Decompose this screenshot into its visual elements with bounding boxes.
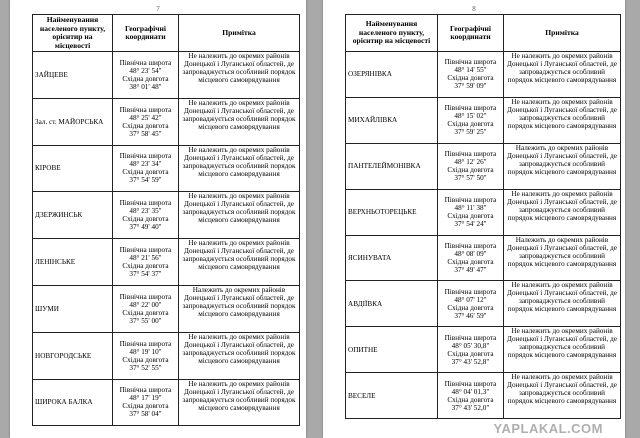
- coordinate-label: Північна широта: [444, 287, 497, 296]
- coordinate-value: 37° 59' 09": [454, 82, 487, 91]
- coordinates-cell: [113, 239, 179, 286]
- note-cell: Не належить до окремих районів Донецької і Луганської областей, де запроваджується особливий порядок місцевого самоврядування: [179, 239, 300, 286]
- table-row: [33, 192, 300, 239]
- coordinates-cell: [113, 332, 179, 379]
- table-row: [346, 189, 621, 235]
- coordinate-label: Північна широта: [444, 104, 497, 113]
- settlement-name: НОВГОРОДСЬКЕ: [33, 332, 113, 379]
- header-note: Примітка: [504, 15, 621, 52]
- coordinate-label: Північна широта: [119, 199, 172, 208]
- coordinates-cell: [113, 379, 179, 426]
- coordinate-label: Східна довгота: [122, 121, 169, 130]
- table-row: [33, 239, 300, 286]
- header-name: Найменування населеного пункту, орієнтир на місцевості: [346, 15, 438, 52]
- note-cell: Не належить до окремих районів Донецької і Луганської областей, де запроваджується особливий порядок місцевого самоврядування: [179, 98, 300, 145]
- note-cell: Не належить до окремих районів Донецької і Луганської областей, де запроваджується особливий порядок місцевого самоврядування: [179, 145, 300, 192]
- coordinates-cell: [438, 235, 504, 281]
- coordinate-value: 37° 58' 04": [129, 410, 162, 419]
- table-row: [346, 281, 621, 327]
- coordinate-label: Східна довгота: [122, 308, 169, 317]
- coordinate-value: 37° 49' 47": [454, 266, 487, 274]
- coordinates-cell: [438, 52, 504, 98]
- coordinate-label: Північна широта: [444, 333, 497, 342]
- coordinate-value: 38° 01' 48": [129, 82, 162, 91]
- coordinate-value: 37° 57' 50": [454, 174, 487, 183]
- settlement-name: Зал. ст. МАЙОРСЬКА: [33, 98, 113, 145]
- coordinate-value: 37° 54' 59": [129, 176, 162, 185]
- coordinates-cell: [438, 373, 504, 419]
- coordinate-label: Північна широта: [119, 246, 172, 255]
- coordinate-value: 37° 54' 24": [454, 220, 487, 229]
- coordinates-cell: [113, 192, 179, 239]
- coordinate-label: Східна довгота: [122, 355, 169, 364]
- settlement-name: ЗАЙЦЕВЕ: [33, 52, 113, 99]
- coordinates-cell: [113, 285, 179, 332]
- coordinates-cell: [113, 98, 179, 145]
- coordinate-value: 37° 49' 40": [129, 223, 162, 232]
- coordinate-value: 37° 54' 37": [129, 270, 162, 279]
- coordinate-label: Східна довгота: [447, 303, 494, 312]
- coordinates-cell: [438, 281, 504, 327]
- coordinate-label: Східна довгота: [122, 262, 169, 271]
- document-page-left: [10, 0, 306, 438]
- coordinate-label: Східна довгота: [447, 166, 494, 175]
- coordinate-value: 48° 19' 10": [129, 347, 162, 356]
- coordinate-label: Східна довгота: [122, 215, 169, 224]
- coordinate-label: Північна широта: [444, 150, 497, 159]
- table-row: [33, 332, 300, 379]
- coordinate-label: Східна довгота: [447, 74, 494, 83]
- note-cell: Не належить до окремих районів Донецької і Луганської областей, де запроваджується особливий порядок місцевого самоврядування: [504, 52, 621, 98]
- coordinate-value: 48° 25' 42": [129, 113, 162, 122]
- coordinate-value: 37° 43' 52,8": [451, 357, 490, 366]
- settlement-name: ШИРОКА БАЛКА: [33, 379, 113, 426]
- table-row: [346, 327, 621, 373]
- settlement-name: ДЗЕРЖИНСЬК: [33, 192, 113, 239]
- note-cell: Не належить до окремих районів Донецької і Луганської областей, де запроваджується особливий порядок місцевого самоврядування: [504, 327, 621, 373]
- note-cell: Не належить до окремих районів Донецької і Луганської областей, де запроваджується особливий порядок місцевого самоврядування: [179, 332, 300, 379]
- coordinate-label: Північна широта: [119, 386, 172, 395]
- coordinate-value: 48° 05' 30,8": [451, 341, 490, 350]
- note-cell: Не належить до окремих районів Донецької і Луганської областей, де запроваджується особливий порядок місцевого самоврядування: [179, 52, 300, 99]
- note-cell: Не належить до окремих районів Донецької і Луганської областей, де запроваджується особливий порядок місцевого самоврядування: [179, 192, 300, 239]
- coordinate-label: Східна довгота: [122, 402, 169, 411]
- coordinate-value: 48° 22' 00": [129, 300, 162, 309]
- table-row: [33, 52, 300, 99]
- page-number: 8: [472, 5, 476, 13]
- note-cell: Належить до окремих районів Донецької і Луганської областей, де запроваджується особливий порядок місцевого самоврядування: [504, 143, 621, 189]
- settlement-name: ЯСИНУВАТА: [346, 235, 438, 281]
- coordinate-label: Північна широта: [119, 105, 172, 114]
- coordinates-cell: [113, 145, 179, 192]
- table-row: [33, 285, 300, 332]
- table-row: [33, 98, 300, 145]
- coordinate-label: Північна широта: [444, 58, 497, 67]
- settlement-name: ВЕСЕЛЕ: [346, 373, 438, 419]
- coordinate-value: 48° 21' 56": [129, 254, 162, 263]
- watermark: YAPLAKAL.COM: [493, 421, 603, 436]
- table-row: [346, 97, 621, 143]
- coordinates-cell: [438, 327, 504, 373]
- coordinates-cell: [113, 52, 179, 99]
- settlement-name: ВЕРХНЬОТОРЕЦЬКЕ: [346, 189, 438, 235]
- note-cell: Належить до окремих районів Донецької і Луганської областей, де запроваджується особливий порядок місцевого самоврядування: [504, 235, 621, 281]
- coordinate-label: Північна широта: [444, 196, 497, 205]
- coordinate-label: Східна довгота: [447, 349, 494, 358]
- coordinate-value: 37° 58' 45": [129, 129, 162, 138]
- coordinate-label: Північна широта: [444, 242, 497, 250]
- coordinate-label: Північна широта: [119, 58, 172, 67]
- coordinate-value: 48° 15' 02": [454, 112, 487, 121]
- coordinate-value: 37° 46' 59": [454, 311, 487, 320]
- table-row: [346, 373, 621, 419]
- coordinate-value: 48° 08' 09": [454, 250, 487, 258]
- note-cell: Не належить до окремих районів Донецької і Луганської областей, де запроваджується особливий порядок місцевого самоврядування: [504, 373, 621, 419]
- settlement-name: ОЗЕРЯНІВКА: [346, 52, 438, 98]
- coordinates-cell: [438, 97, 504, 143]
- table-row: [346, 235, 621, 281]
- note-cell: Не належить до окремих районів Донецької і Луганської областей, де запроваджується особливий порядок місцевого самоврядування: [504, 281, 621, 327]
- table-row: [346, 52, 621, 98]
- coordinate-label: Східна довгота: [122, 168, 169, 177]
- coordinate-value: 37° 59' 25": [454, 128, 487, 137]
- table-row: [33, 379, 300, 426]
- note-cell: Не належить до окремих районів Донецької і Луганської областей, де запроваджується особливий порядок місцевого самоврядування: [504, 97, 621, 143]
- coordinate-label: Північна широта: [444, 379, 497, 388]
- coordinate-value: 48° 14' 55": [454, 66, 487, 75]
- coordinates-cell: [438, 143, 504, 189]
- coordinate-value: 37° 52' 55": [129, 363, 162, 372]
- coordinate-value: 37° 43' 52,0": [451, 403, 490, 412]
- coordinate-value: 48° 12' 26": [454, 158, 487, 167]
- header-coords: Географічні координати: [113, 15, 179, 52]
- coordinate-label: Східна довгота: [447, 212, 494, 221]
- table-row: [346, 143, 621, 189]
- settlement-name: ОПИТНЕ: [346, 327, 438, 373]
- coordinate-label: Східна довгота: [447, 120, 494, 129]
- coordinate-value: 48° 04' 01,3": [451, 387, 490, 396]
- header-note: Примітка: [179, 15, 300, 52]
- coordinate-value: 48° 11' 38": [454, 204, 487, 213]
- settlement-name: ШУМИ: [33, 285, 113, 332]
- document-page-right: [323, 0, 625, 438]
- settlements-table: [345, 14, 621, 419]
- settlement-name: АВДІЇВКА: [346, 281, 438, 327]
- settlement-name: ЛЕНІНСЬКЕ: [33, 239, 113, 286]
- header-name: Найменування населеного пункту, орієнтир на місцевості: [33, 15, 113, 52]
- note-cell: Не належить до окремих районів Донецької і Луганської областей, де запроваджується особливий порядок місцевого самоврядування: [504, 189, 621, 235]
- settlement-name: КІРОВЕ: [33, 145, 113, 192]
- header-coords: Географічні координати: [438, 15, 504, 52]
- coordinate-value: 48° 23' 54": [129, 66, 162, 75]
- coordinates-cell: [438, 189, 504, 235]
- settlement-name: ПАНТЕЛЕЙМОНІВКА: [346, 143, 438, 189]
- coordinate-label: Східна довгота: [447, 395, 494, 404]
- coordinate-value: 48° 07' 12": [454, 295, 487, 304]
- settlements-table: [32, 14, 300, 426]
- coordinate-label: Північна широта: [119, 152, 172, 161]
- table-body: [33, 52, 300, 426]
- note-cell: Не належить до окремих районів Донецької і Луганської областей, де запроваджується особливий порядок місцевого самоврядування: [179, 379, 300, 426]
- coordinate-value: 37° 55' 00": [129, 316, 162, 325]
- coordinate-label: Східна довгота: [122, 74, 169, 83]
- coordinate-value: 48° 23' 35": [129, 207, 162, 216]
- coordinate-label: Східна довгота: [447, 258, 494, 266]
- note-cell: Належить до окремих районів Донецької і Луганської областей, де запроваджується особливий порядок місцевого самоврядування: [179, 285, 300, 332]
- table-row: [33, 145, 300, 192]
- coordinate-value: 48° 17' 19": [129, 394, 162, 403]
- table-body: [346, 52, 621, 419]
- settlement-name: МИХАЙЛІВКА: [346, 97, 438, 143]
- page-number: 7: [156, 5, 160, 13]
- coordinate-label: Північна широта: [119, 292, 172, 301]
- coordinate-value: 48° 23' 34": [129, 160, 162, 169]
- coordinate-label: Північна широта: [119, 339, 172, 348]
